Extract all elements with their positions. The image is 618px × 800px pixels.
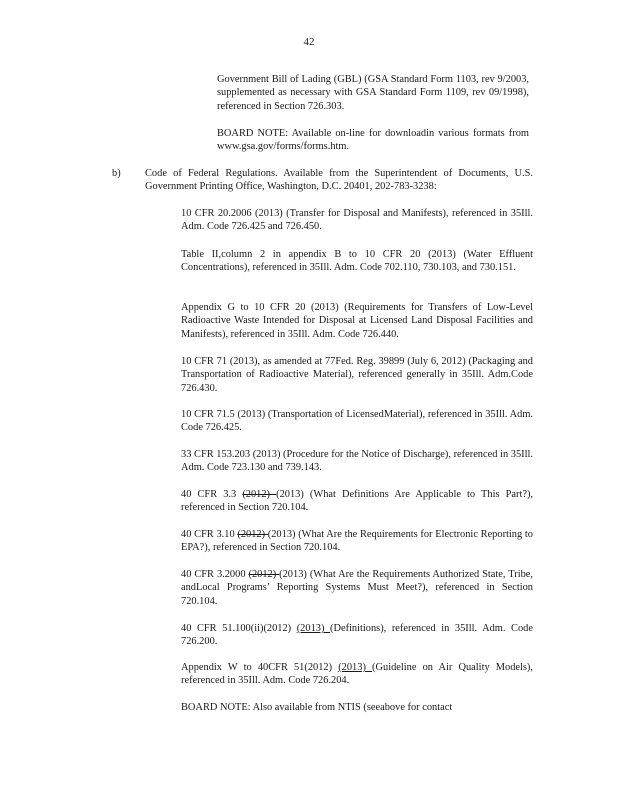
ref-40cfr51-100 bbox=[181, 622, 533, 649]
gbl-reference: Government Bill of Lading (GBL) (GSA Standard Form 1103, rev 9/2003, supplemented as necessary with GSA Standard Form 1109, rev 09/1998), referenced in Section 726.303. bbox=[217, 74, 529, 112]
ref-appendix-g: Appendix G to 10 CFR 20 (2013) (Requirements for Transfers of Low-Level Radioactive Waste Intended for Disposal at Licensed Land Disposal Facilities and Manifests), referenced in 35Ill. Adm. Code 726.440. bbox=[181, 302, 533, 340]
struck-year: (2012) bbox=[242, 489, 277, 500]
struck-year: (2012) bbox=[248, 569, 280, 580]
ref-appendix-w bbox=[181, 661, 533, 688]
ref-40cfr3-2000 bbox=[181, 568, 533, 608]
board-note-ntis: BOARD NOTE: Also available from NTIS (seeabove for contact bbox=[181, 702, 453, 713]
ref-text-post: (Guideline on Air Quality Models), referenced in 35Ill. Adm. Code 726.204. bbox=[181, 662, 533, 687]
ref-10cfr71-5: 10 CFR 71.5 (2013) (Transportation of LicensedMaterial), referenced in 35Ill. Adm. Code 726.425. bbox=[181, 409, 533, 434]
board-note-gsa: BOARD NOTE: Available on-line for downloadin various formats from www.gsa.gov/forms/forms.htm. bbox=[217, 128, 529, 153]
ref-text-pre: 40 CFR 3.10 bbox=[181, 529, 238, 540]
ref-table-ii: Table II,column 2 in appendix B to 10 CFR 20 (2013) (Water Effluent Concentrations), referenced in 35Ill. Adm. Code 702.110, 730.103, and 730.151. bbox=[181, 249, 533, 274]
ref-text-post: (Definitions), referenced in 35Ill. Adm. Code 726.200. bbox=[181, 623, 533, 648]
ref-10cfr20-2006: 10 CFR 20.2006 (2013) (Transfer for Disposal and Manifests), referenced in 35Ill. Adm. Code 726.425 and 726.450. bbox=[181, 208, 533, 233]
ref-text-post: (2013) (What Are the Requirements Authorized State, Tribe, andLocal Programs’ Reporting Systems Must Meet?), referenced in Section 720.104. bbox=[181, 569, 534, 607]
page-number: 42 bbox=[303, 36, 315, 48]
underlined-year: (2013) bbox=[338, 662, 373, 673]
ref-text-post: (2013) (What Definitions Are Applicable to This Part?), referenced in Section 720.104. bbox=[181, 489, 534, 514]
ref-40cfr3-10 bbox=[181, 528, 533, 555]
ref-40cfr3-3 bbox=[181, 488, 533, 515]
ref-text-pre: 40 CFR 3.2000 bbox=[181, 569, 249, 580]
item-b-text: Code of Federal Regulations. Available from the Superintendent of Documents, U.S. Government Printing Office, Washington, D.C. 20401, 202-783-3238: bbox=[145, 168, 533, 193]
ref-text-pre: Appendix W to 40CFR 51(2012) bbox=[181, 662, 339, 673]
ref-33cfr153-203: 33 CFR 153.203 (2013) (Procedure for the Notice of Discharge), referenced in 35Ill. Adm. Code 723.130 and 739.143. bbox=[181, 449, 533, 474]
ref-text-pre: 40 CFR 3.3 bbox=[181, 489, 243, 500]
ref-text-pre: 40 CFR 51.100(ii)(2012) bbox=[181, 623, 297, 634]
struck-year: (2012) bbox=[237, 529, 268, 540]
ref-10cfr71: 10 CFR 71 (2013), as amended at 77Fed. Reg. 39899 (July 6, 2012) (Packaging and Transportation of Radioactive Material), referenced generally in 35Ill. Adm.Code 726.430. bbox=[181, 356, 533, 394]
ref-text-post: (2013) (What Are the Requirements for Electronic Reporting to EPA?), referenced in Section 720.104. bbox=[181, 529, 533, 554]
item-b-label: b) bbox=[112, 168, 121, 179]
underlined-year: (2013) bbox=[296, 623, 330, 634]
